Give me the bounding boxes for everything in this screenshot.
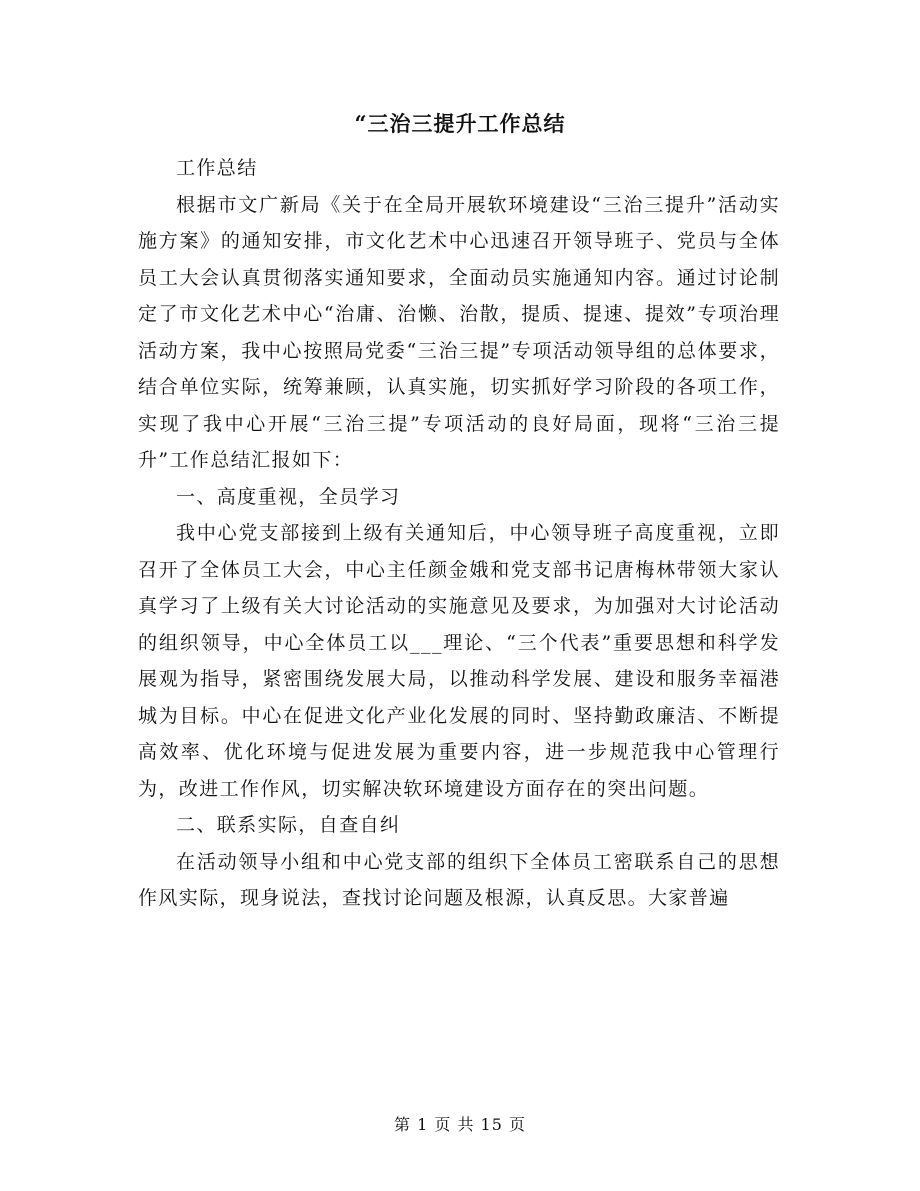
page-number-footer: 第 1 页 共 15 页 <box>394 1115 526 1134</box>
section-label: 工作总结 <box>176 157 258 179</box>
document-body <box>138 150 780 917</box>
section-heading-1: 一、高度重视，全员学习 <box>176 485 401 508</box>
intro-paragraph: 根据市文广新局《关于在全局开展软环境建设“三治三提升”活动实施方案》的通知安排，市文化艺术中心迅速召开领导班子、党员与全体员工大会认真贯彻落实通知要求，全面动员实施通知内容。通过讨论制定了市文化艺术中心“治庸、治懒、治散，提质、提速、提效”专项治理活动方案，我中心按照局党委“三治三提”专项活动领导组的总体要求，结合单位实际，统筹兼顾，认真实施，切实抓好学习阶段的各项工作，实现了我中心开展“三治三提”专项活动的良好局面，现将“三治三提升”工作总结汇报如下： <box>138 193 780 471</box>
section-1-paragraph: 我中心党支部接到上级有关通知后，中心领导班子高度重视，立即召开了全体员工大会，中心主任颜金娥和党支部书记唐梅林带领大家认真学习了上级有关大讨论活动的实施意见及要求，为加强对大讨论活动的组织领导，中心全体员工以___理论、“三个代表”重要思想和科学发展观为指导，紧密围绕发展大局，以推动科学发展、建设和服务幸福港城为目标。中心在促进文化产业化发展的同时、坚持勤政廉洁、不断提高效率、优化环境与促进发展为重要内容，进一步规范我中心管理行为，改进工作作风，切实解决软环境建设方面存在的突出问题。 <box>138 522 780 800</box>
document-title: “三治三提升工作总结 <box>354 111 566 136</box>
section-2-paragraph: 在活动领导小组和中心党支部的组织下全体员工密联系自己的思想作风实际，现身说法，查找讨论问题及根源，认真反思。大家普遍 <box>138 850 780 909</box>
section-heading-2: 二、联系实际，自查自纠 <box>176 814 401 836</box>
